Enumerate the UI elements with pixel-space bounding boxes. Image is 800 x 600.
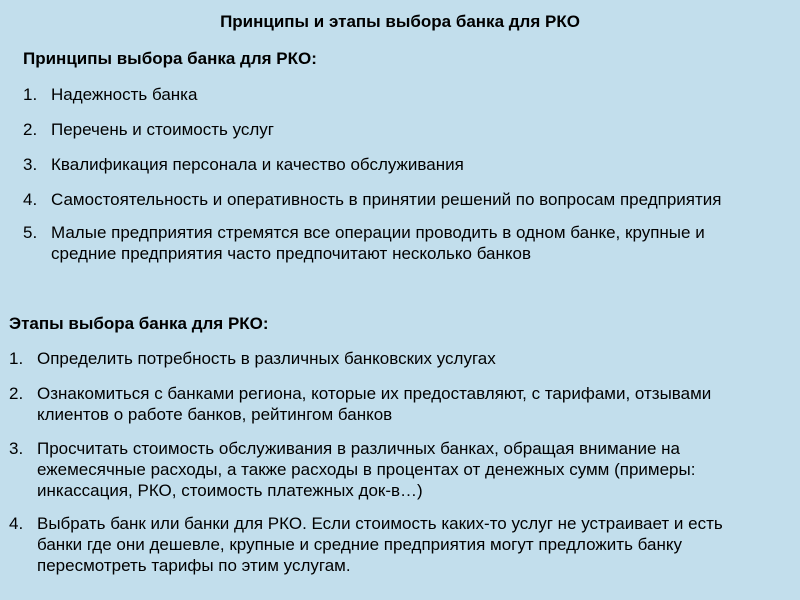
principle-item (23, 189, 743, 210)
item-number: 2. (9, 384, 24, 403)
item-text: Квалификация персонала и качество обслуживания (51, 155, 464, 174)
item-number: 4. (9, 514, 24, 533)
principle-item (23, 119, 743, 140)
item-text: Малые предприятия стремятся все операции проводить в одном банке, крупные и средние предприятия часто предпочитают несколько банков (51, 223, 705, 263)
stages-list (9, 348, 769, 590)
stage-item (9, 383, 769, 425)
principle-item (23, 84, 743, 105)
principle-item (23, 154, 743, 175)
item-number: 1. (23, 85, 38, 104)
principle-item (23, 222, 743, 264)
item-text: Самостоятельность и оперативность в принятии решений по вопросам предприятия (51, 190, 722, 209)
item-number: 5. (23, 223, 38, 242)
item-number: 3. (23, 155, 38, 174)
item-number: 2. (23, 120, 38, 139)
slide-title: Принципы и этапы выбора банка для РКО (220, 12, 580, 31)
stage-item (9, 513, 769, 576)
item-text: Выбрать банк или банки для РКО. Если стоимость каких-то услуг не устраивает и есть банки где они дешевле, крупные и средние предприятия могут предложить банку пересмотреть тарифы по этим услугам. (37, 514, 723, 575)
item-text: Просчитать стоимость обслуживания в различных банках, обращая внимание на ежемесячные расходы, а также расходы в процентах от денежных сумм (примеры: инкассация, РКО, стоимость платежных док-в…) (37, 439, 696, 500)
principles-heading: Принципы выбора банка для РКО: (23, 49, 317, 68)
principles-list (23, 84, 743, 278)
item-text: Ознакомиться с банками региона, которые их предоставляют, с тарифами, отзывами клиентов о работе банков, рейтингом банков (37, 384, 712, 424)
item-text: Надежность банка (51, 85, 198, 104)
stage-item (9, 438, 769, 501)
stages-heading: Этапы выбора банка для РКО: (9, 314, 269, 333)
item-number: 4. (23, 190, 38, 209)
stage-item (9, 348, 769, 369)
item-number: 1. (9, 349, 24, 368)
item-text: Перечень и стоимость услуг (51, 120, 275, 139)
item-number: 3. (9, 439, 24, 458)
item-text: Определить потребность в различных банковских услугах (37, 349, 496, 368)
